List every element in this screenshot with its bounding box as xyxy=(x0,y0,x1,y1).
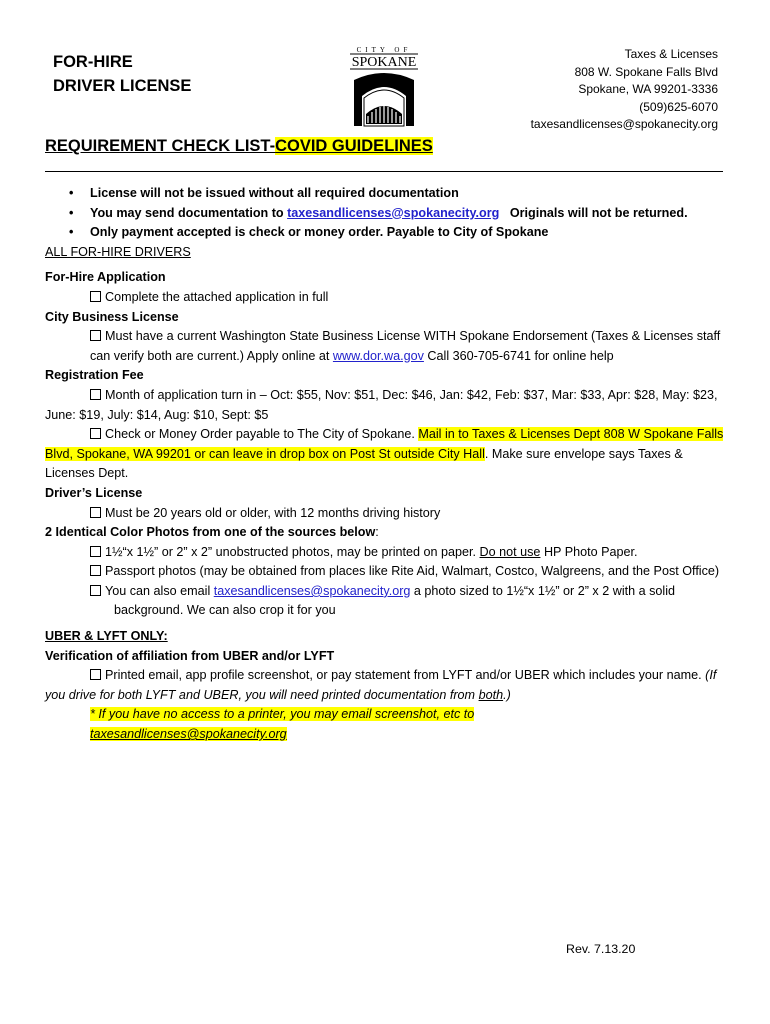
photo-item-passport xyxy=(45,562,727,582)
email-link[interactable]: taxesandlicenses@spokanecity.org xyxy=(287,205,500,220)
checkbox[interactable] xyxy=(90,546,101,557)
passport-text: Passport photos (may be obtained from places like Rite Aid, Walmart, Costco, Walgreens, and the Post Office) xyxy=(105,564,720,579)
photo-size-text: 1½“x 1½” or 2” x 2” unobstructed photos, may be printed on paper. xyxy=(105,544,480,559)
business-license-item xyxy=(45,327,727,366)
uber-lyft-item xyxy=(45,666,727,705)
photos-title-colon: : xyxy=(375,525,379,540)
application-item-text: Complete the attached application in full xyxy=(105,289,329,304)
hp-paper-text: HP Photo Paper. xyxy=(540,544,638,559)
checkbox[interactable] xyxy=(90,330,101,341)
spokane-bridge-logo-icon xyxy=(350,44,418,128)
contact-email[interactable]: taxesandlicenses@spokanecity.org xyxy=(530,117,718,131)
drivers-license-text: Must be 20 years old or older, with 12 months driving history xyxy=(105,505,441,520)
contact-dept: Taxes & Licenses xyxy=(624,47,718,61)
uber-lyft-item-text: Printed email, app profile screenshot, or pay statement from LYFT and/or UBER which includes your name. xyxy=(105,668,702,683)
bullet-send-docs-text: You may send documentation to xyxy=(90,205,288,220)
contact-street: 808 W. Spokane Falls Blvd xyxy=(574,64,718,79)
bullet-originals-text: Originals will not be returned. xyxy=(499,205,688,220)
checkbox[interactable] xyxy=(90,565,101,576)
checkbox[interactable] xyxy=(90,585,101,596)
revision-date: Rev. 7.13.20 xyxy=(566,942,636,956)
heading-prefix: REQUIREMENT CHECK LIST- xyxy=(45,137,276,155)
mail-in-highlight: Mail in to Taxes & Licenses Dept 808 W Spokane Falls Blvd, Spokane, WA 99201 or can leave in drop box on Post St outside City Hall xyxy=(45,427,724,461)
photos-title xyxy=(45,523,727,543)
do-not-use-text: Do not use xyxy=(479,544,541,559)
uber-lyft-verification-title: Verification of affiliation from UBER and/or LYFT xyxy=(45,648,335,663)
photo-email-text: You can also email xyxy=(105,583,214,598)
checkbox[interactable] xyxy=(90,291,101,302)
photos-title-text: 2 Identical Color Photos from one of the sources below xyxy=(45,525,376,540)
both-note-end: .) xyxy=(503,687,511,702)
drivers-license-item xyxy=(45,504,727,524)
contact-block xyxy=(531,46,718,134)
for-hire-application-title: For-Hire Application xyxy=(45,270,166,285)
application-item xyxy=(45,288,727,308)
payment-item xyxy=(45,425,727,484)
bullet-send-docs xyxy=(45,204,727,224)
both-drivers-note: (If you drive for both LYFT and UBER, you will need printed documentation from xyxy=(45,668,717,702)
contact-city: Spokane, WA 99201-3336 xyxy=(578,82,718,96)
photo-crop-text: a photo sized to 1½“x 1½” or 2” x 2 with a solid background. We can also crop it for you xyxy=(114,583,676,618)
bullet-payment: • Only payment accepted is check or money order. Payable to City of Spokane xyxy=(45,223,727,243)
business-license-text: Must have a current Washington State Business License WITH Spokane Endorsement (Taxes & Licenses staff can verify both are current.) Apply online at xyxy=(90,329,721,363)
fee-schedule-text: Month of application turn in – Oct: $55, Nov: $51, Dec: $46, Jan: $42, Feb: $37, Mar: $33, Apr: $28, May: $23, June: $19, July: $14, Aug: $10, Sept: $5 xyxy=(45,387,718,422)
business-license-help: Call 360-705-6741 for online help xyxy=(423,348,614,363)
form-title xyxy=(53,50,191,98)
heading-covid-highlight: COVID GUIDELINES xyxy=(275,137,433,155)
checkbox[interactable] xyxy=(90,669,101,680)
photo-email-link[interactable]: taxesandlicenses@spokanecity.org xyxy=(213,583,411,598)
checkbox[interactable] xyxy=(90,389,101,400)
contact-phone: (509)625-6070 xyxy=(639,99,718,114)
svg-text:SPOKANE: SPOKANE xyxy=(351,55,417,70)
fee-schedule-item xyxy=(45,386,727,425)
requirement-bullets xyxy=(45,184,727,243)
title-line-2: DRIVER LICENSE xyxy=(53,77,192,95)
dor-link[interactable]: www.dor.wa.gov xyxy=(332,348,424,363)
registration-fee-title: Registration Fee xyxy=(45,368,144,383)
both-text: both xyxy=(478,687,504,702)
section-all-drivers: ALL FOR-HIRE DRIVERS xyxy=(45,244,191,259)
checkbox[interactable] xyxy=(90,428,101,439)
no-printer-note xyxy=(45,705,727,744)
checklist-body xyxy=(45,184,727,745)
business-license-title: City Business License xyxy=(45,309,179,324)
svg-text:CITY OF: CITY OF xyxy=(356,46,412,54)
checkbox[interactable] xyxy=(90,507,101,518)
envelope-text: . Make sure envelope says Taxes & Licenses Dept. xyxy=(45,446,683,481)
photo-item-size xyxy=(45,543,727,563)
section-uber-lyft: UBER & LYFT ONLY: xyxy=(45,629,168,644)
payment-text: Check or Money Order payable to The City of Spokane. xyxy=(105,427,419,442)
city-of-spokane-logo xyxy=(350,44,418,128)
no-printer-email-link[interactable]: taxesandlicenses@spokanecity.org xyxy=(90,727,287,742)
heading-divider xyxy=(45,171,723,172)
bullet-required-docs: • License will not be issued without all required documentation xyxy=(45,184,727,204)
drivers-license-title: Driver’s License xyxy=(45,485,143,500)
no-printer-text: * If you have no access to a printer, you may email screenshot, etc to xyxy=(90,707,475,722)
checklist-heading xyxy=(45,137,433,156)
photo-item-email xyxy=(45,582,727,621)
title-line-1: FOR-HIRE xyxy=(53,53,133,71)
